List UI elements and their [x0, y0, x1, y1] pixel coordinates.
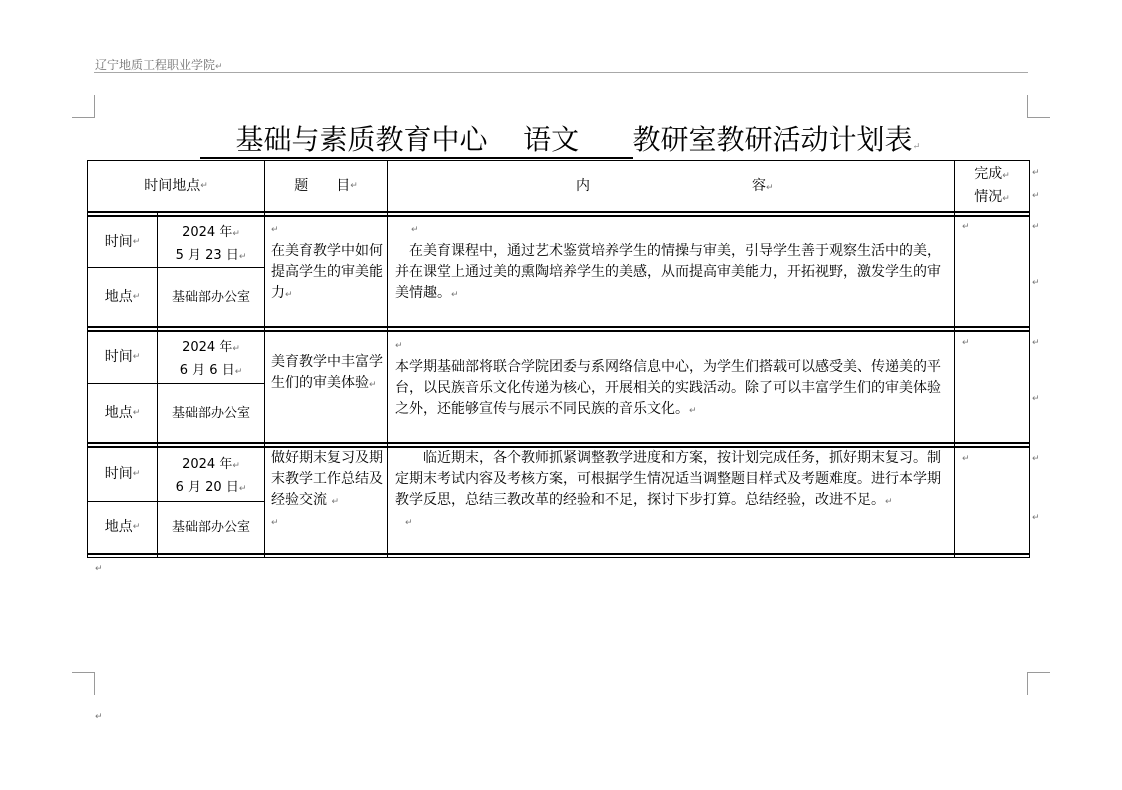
paragraph-mark-icon: ↵ — [95, 564, 103, 574]
row3-place-label: 地点 ↵ — [104, 519, 141, 535]
row2-time-label: 时间 ↵ — [104, 349, 141, 365]
header-time-place: 时间地点 ↵ — [144, 177, 208, 194]
header-rule — [94, 72, 1028, 73]
row3-content: 临近期末，各个教师抓紧调整教学进度和方案，按计划完成任务，抓好期末复习。制定期末考试内容及考核方案，可根据学生情况适当调整题目样式及考题难度。进行本学期教学反思，总结三教改革的经验和不足，探讨下步打算。总结经验，改进不足。↵ ↵ — [395, 450, 941, 528]
row1-place-label: 地点 ↵ — [104, 288, 141, 305]
header-topic: 题 目 ↵ — [294, 177, 358, 194]
header-org: 辽宁地质工程职业学院 — [95, 58, 216, 72]
row1-topic: ↵ 在美育教学中如何提高学生的审美能力↵ — [271, 225, 383, 301]
header-status: 完成↵ 情况↵ — [974, 166, 1010, 205]
row1-content: ↵ 在美育课程中，通过艺术鉴赏培养学生的情操与审美，引导学生善于观察生活中的美，并在课堂上通过美的熏陶培养学生的美感，从而提高审美能力，开拓视野，激发学生的审美情趣。↵ — [395, 225, 941, 301]
crop-mark-top-right-icon — [1027, 95, 1050, 118]
row2-content: ↵ 本学期基础部将联合学院团委与系网络信息中心，为学生们搭载可以感受美、传递美的平台，以民族音乐文化传递为核心，开展相关的实践活动。除了可以丰富学生们的审美体验之外，还能够宣传与展示不同民族的音乐文化。↵ — [395, 341, 941, 417]
header-content: 内 容↵ — [576, 178, 774, 194]
row1-time-label: 时间 ↵ — [104, 233, 141, 250]
row3-time-label: 时间 ↵ — [104, 466, 141, 482]
title-rest: 教研室教研活动计划表 — [632, 123, 913, 156]
row3-place: 基础部办公室 — [171, 520, 250, 535]
crop-mark-bottom-right-icon — [1027, 672, 1050, 695]
running-header — [95, 56, 223, 73]
row2-status: ↵ — [962, 338, 970, 348]
crop-mark-bottom-left-icon — [72, 672, 95, 695]
page-title: 基础与素质教育中心 语文 教研室教研活动计划表↵ — [90, 120, 1030, 167]
row1-place: 基础部办公室 — [171, 289, 250, 305]
row2-topic: 美育教学中丰富学生们的审美体验↵ — [271, 354, 383, 391]
row3-topic: 做好期末复习及期末教学工作总结及经验交流 ↵ ↵ — [271, 450, 383, 528]
table-border-bottom — [87, 557, 1030, 558]
row1-date: 2024 年↵ 5 月 23 日↵ — [175, 225, 247, 263]
row2-date: 2024 年↵ 6 月 6 日↵ — [179, 340, 243, 378]
row2-place: 基础部办公室 — [171, 405, 250, 421]
row3-status: ↵ — [962, 454, 970, 464]
row1-status: ↵ — [962, 222, 970, 232]
paragraph-mark-icon: ↵ — [215, 62, 223, 72]
title-subject: 语文 — [523, 123, 580, 156]
title-center: 基础与素质教育中心 — [235, 123, 488, 156]
row3-date: 2024 年↵ 6 月 20 日↵ — [175, 457, 247, 495]
row2-place-label: 地点 ↵ — [104, 404, 141, 421]
crop-mark-top-left-icon — [72, 95, 95, 118]
paragraph-mark-icon: ↵ — [95, 712, 103, 722]
